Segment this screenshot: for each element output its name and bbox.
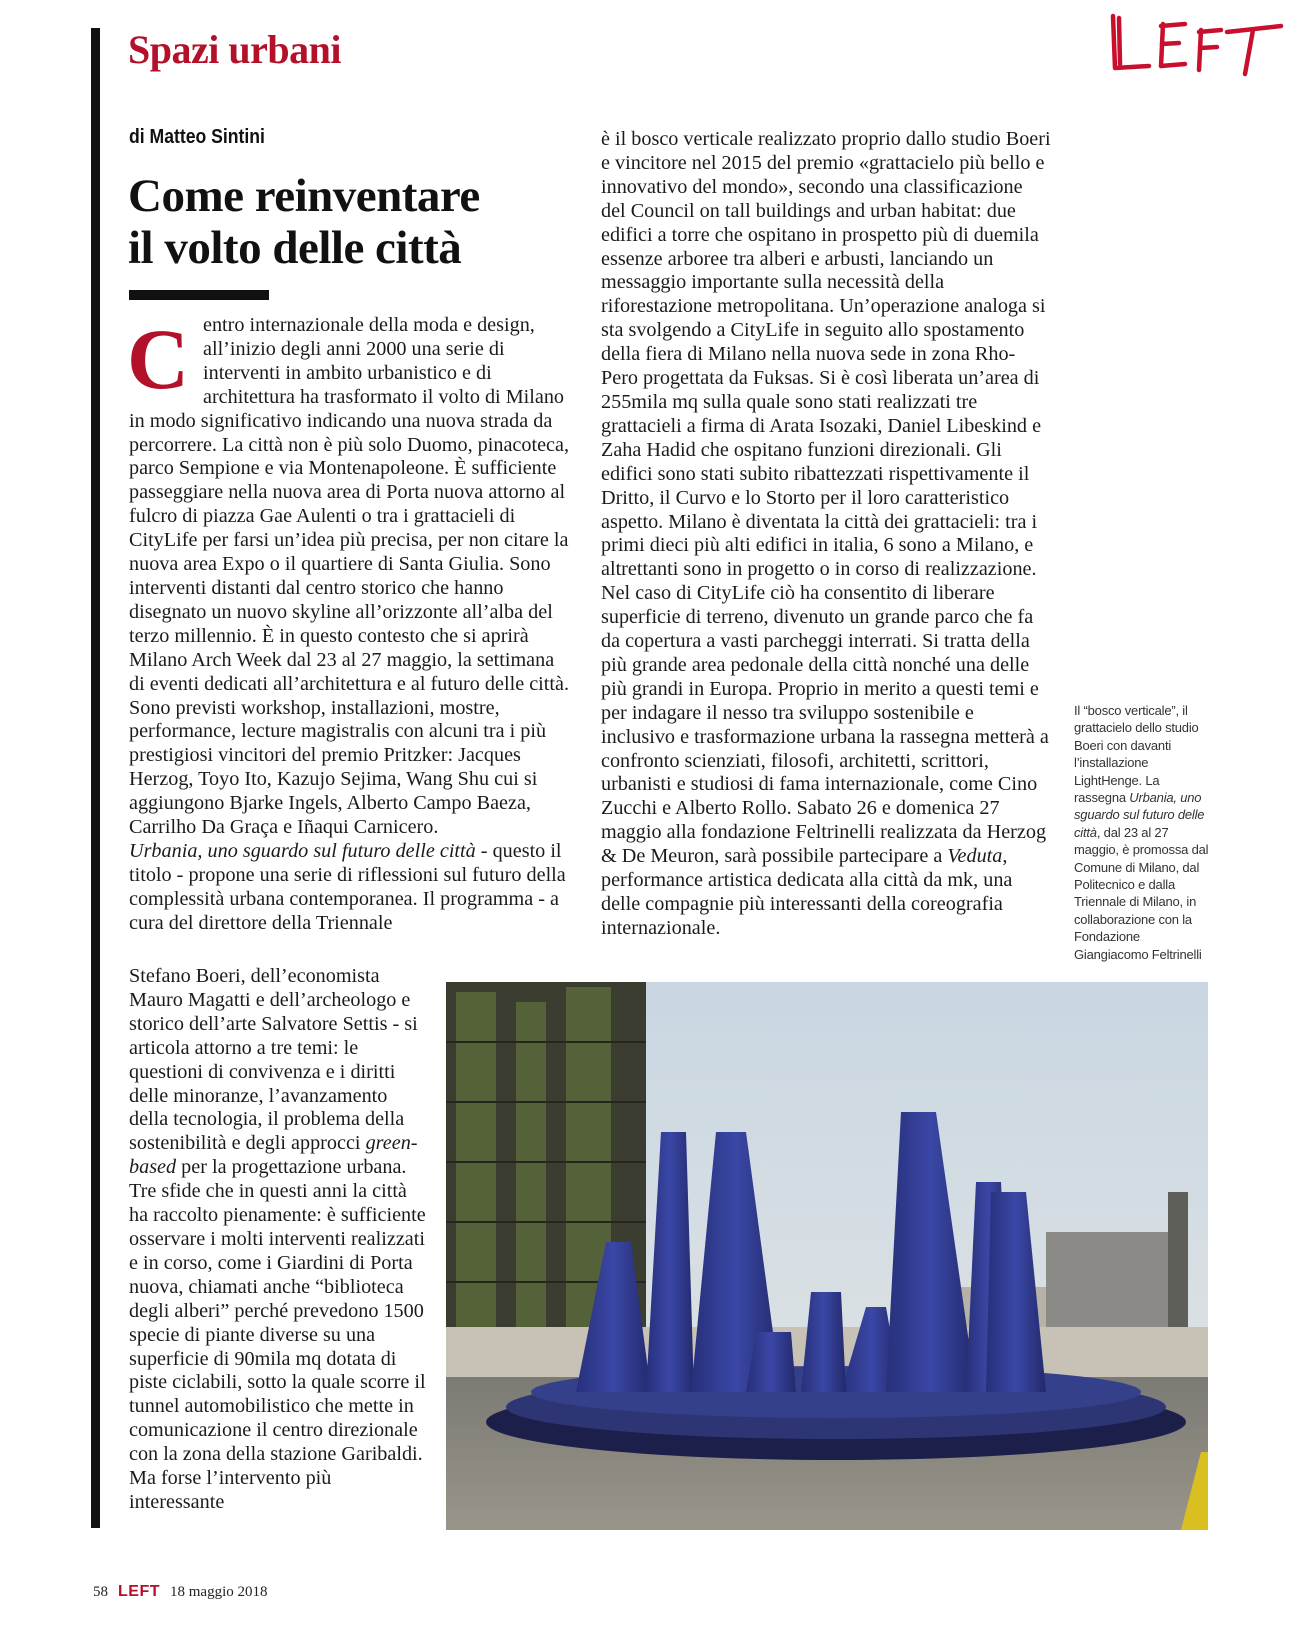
caption-text: , dal 23 al 27 maggio, è promossa dal Comune di Milano, dal Politecnico e dalla Triennale di Milano, in collaborazione con la Fondazione Giangiacomo Feltrinelli [1074, 824, 1209, 962]
headline [128, 170, 588, 274]
caption-text: Il “bosco verticale”, il grattacielo dello studio Boeri con davanti l’installazione LightHenge. La rassegna [1074, 703, 1199, 806]
body-column-1-bottom [129, 965, 429, 1515]
body-text: , performance artistica dedicata alla città da mk, una delle compagnie più interessanti della coreografia internazionale. [601, 845, 1013, 939]
page-number: 58 [93, 1584, 108, 1600]
caption-italic-title: Urbania, uno sguardo sul futuro delle città [1074, 790, 1205, 840]
body-text: è il bosco verticale realizzato proprio dallo studio Boeri e vincitore nel 2015 del premio «grattacielo più bello e innovativo del mondo», secondo una classificazione del Council on tall buildings and urban habitat: due edifici a torre che ospitano in prospetto più di duemila essenze arboree tra alberi e arbusti, lanciando un messaggio importante sulla necessità della riforestazione metropolitana. Un’operazione analoga si sta svolgendo a CityLife in seguito allo spostamento della fiera di Milano nella nuova sede in zona Rho-Pero progettata da Fuksas. Si è così liberata un’area di 255mila mq sulla quale sono stati realizzati tre grattacieli a firma di Arata Isozaki, Daniel Libeskind e Zaha Hadid che ospitano funzioni direzionali. Gli edifici sono stati subito ribattezzati rispettivamente il Dritto, il Curvo e lo Storto per il loro caratteristico aspetto. Milano è diventata la città dei grattacieli: tra i primi dieci più alti edifici in italia, 6 sono a Milano, e altrettanti sono in progetto o in corso di realizzazione. Nel caso di CityLife ciò ha consentito di liberare superficie di terreno, divenuto un grande parco che fa da copertura a vasti parcheggi interrati. Si tratta della più grande area pedonale della città nonché una delle più grandi in Europa. Proprio in merito a questi temi e per indagare il nesso tra sviluppo sostenibile e inclusivo e trasformazione urbana la rassegna metterà a confronto scienziati, filosofi, architetti, scrittori, urbanisti e studiosi di fama internazionale, come Cino Zucchi e Alberto Rollo. Sabato 26 e domenica 27 maggio alla fondazione Feltrinelli realizzata da Herzog & De Meuron, sarà possibile partecipare a [601, 128, 1051, 868]
footer-brand: LEFT [118, 1583, 160, 1600]
left-logo [1105, 6, 1285, 82]
page-footer [93, 1583, 268, 1601]
body-italic-title: Veduta [947, 845, 1003, 868]
body-column-2 [601, 128, 1051, 941]
body-text: per la progettazione urbana. Tre sfide che in questi anni la città ha raccolto pienamente: è sufficiente osservare i molti interventi realizzati e in corso, come i Giardini di Porta nuova, chiamati anche “biblioteca degli alberi” perché prevedono 1500 specie di piante diverse su una superficie di 90mila mq dotata di piste ciclabili, sotto la quale scorre il tunnel automobilistico che mette in comunicazione il centro direzionale con la zona della stazione Garibaldi. Ma forse l’intervento più interessante [129, 1156, 426, 1513]
body-text: Stefano Boeri, dell’economista Mauro Magatti e dell’archeologo e storico dell’arte Salvatore Settis - si articola attorno a tre temi: le questioni di convivenza e i diritti delle minoranze, l’avanzamento della tecnologia, il problema della sostenibilità e degli approcci [129, 965, 418, 1155]
lighthenge-illustration [446, 982, 1208, 1530]
left-logo-mark [1105, 6, 1285, 82]
headline-underline-bar [129, 290, 269, 300]
drop-cap: C [127, 311, 190, 407]
body-text: - questo il titolo - propone una serie di riflessioni sul futuro della complessità urbana contemporanea. Il programma - a cura del direttore della Triennale [129, 839, 566, 934]
body-text: entro internazionale della moda e design, all’inizio degli anni 2000 una serie di interventi in ambito urbanistico e di architettura ha trasformato il volto di Milano in modo significativo indicando una nuova strada da percorrere. La città non è più solo Duomo, pinacoteca, parco Sempione e via Montenapoleone. È sufficiente passeggiare nella nuova area di Porta nuova attorno al fulcro di piazza Gae Aulenti o tra i grattacieli di CityLife per farsi un’idea più precisa, per non citare la nuova area Expo o il quartiere di Santa Giulia. Sono interventi distanti dal centro storico che hanno disegnato un nuovo skyline all’orizzonte all’alba del terzo millennio. È in questo contesto che si aprirà Milano Arch Week dal 23 al 27 maggio, la settimana di eventi dedicati all’architettura e al futuro delle città. Sono previsti workshop, installazioni, mostre, performance, lecture magistralis con alcuni tra i più prestigiosi vincitori del premio Pritzker: Jacques Herzog, Toyo Ito, Kazujo Sejima, Wang Shu cui si aggiungono Bjarke Ingels, Alberto Campo Baeza, Carrilho Da Graça e Iñaqui Carnicero. [129, 314, 570, 839]
section-title: Spazi urbani [128, 27, 341, 72]
body-italic-term: green-based [129, 1132, 418, 1179]
body-italic-title: Urbania, uno sguardo sul futuro delle città [129, 839, 476, 862]
body-column-1-top [127, 311, 574, 936]
issue-date: 18 maggio 2018 [170, 1584, 268, 1600]
byline: di Matteo Sintini [129, 126, 265, 148]
headline-line-2: il volto delle città [128, 222, 462, 274]
lighthenge-photo [446, 982, 1208, 1530]
left-vertical-rule [91, 28, 100, 1528]
headline-line-1: Come reinventare [128, 170, 480, 222]
photo-caption [1074, 702, 1214, 963]
